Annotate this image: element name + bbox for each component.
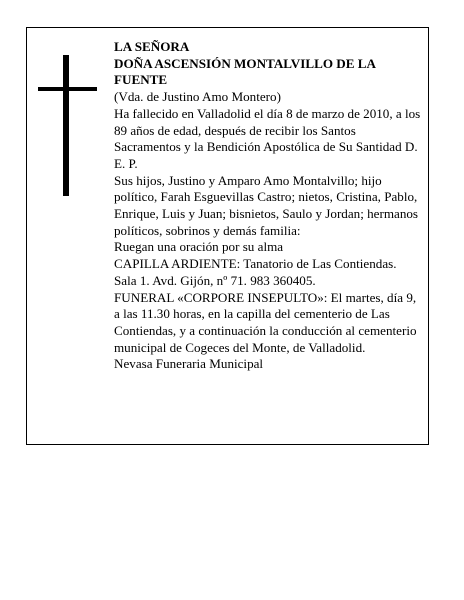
deceased-name: DOÑA ASCENSIÓN MONTALVILLO DE LA FUENTE xyxy=(114,55,376,88)
obituary-text xyxy=(114,39,422,373)
notice-heading: LA SEÑORA xyxy=(114,39,190,54)
death-announcement: Ha fallecido en Valladolid el día 8 de marzo de 2010, a los 89 años de edad, después de recibir los Santos Sacramentos y la Bendición Apostólica de Su Santidad D. E. P. xyxy=(114,105,421,171)
funeral-home: Nevasa Funeraria Municipal xyxy=(114,356,264,372)
prayer-request: Ruegan una oración por su alma xyxy=(114,239,284,255)
cross-icon xyxy=(38,55,97,196)
widow-of: (Vda. de Justino Amo Montero) xyxy=(114,89,281,105)
cross-horizontal-bar xyxy=(38,87,97,91)
chapel-info: CAPILLA ARDIENTE: Tanatorio de Las Contiendas. Sala 1. Avd. Gijón, nº 71. 983 360405. xyxy=(114,256,397,288)
family-list: Sus hijos, Justino y Amparo Amo Montalvillo; hijo político, Farah Esguevillas Castro; nietos, Cristina, Pablo, Enrique, Luis y Juan; bisnietos, Saulo y Jordan; hermanos políticos, sobrinos y demás familia: xyxy=(114,172,419,238)
funeral-info: FUNERAL «CORPORE INSEPULTO»: El martes, día 9, a las 11.30 horas, en la capilla del cementerio de Las Contiendas, y a continuación la conducción al cementerio municipal de Cogeces del Monte, de Valladolid. xyxy=(114,289,417,355)
cross-vertical-bar xyxy=(63,55,69,196)
